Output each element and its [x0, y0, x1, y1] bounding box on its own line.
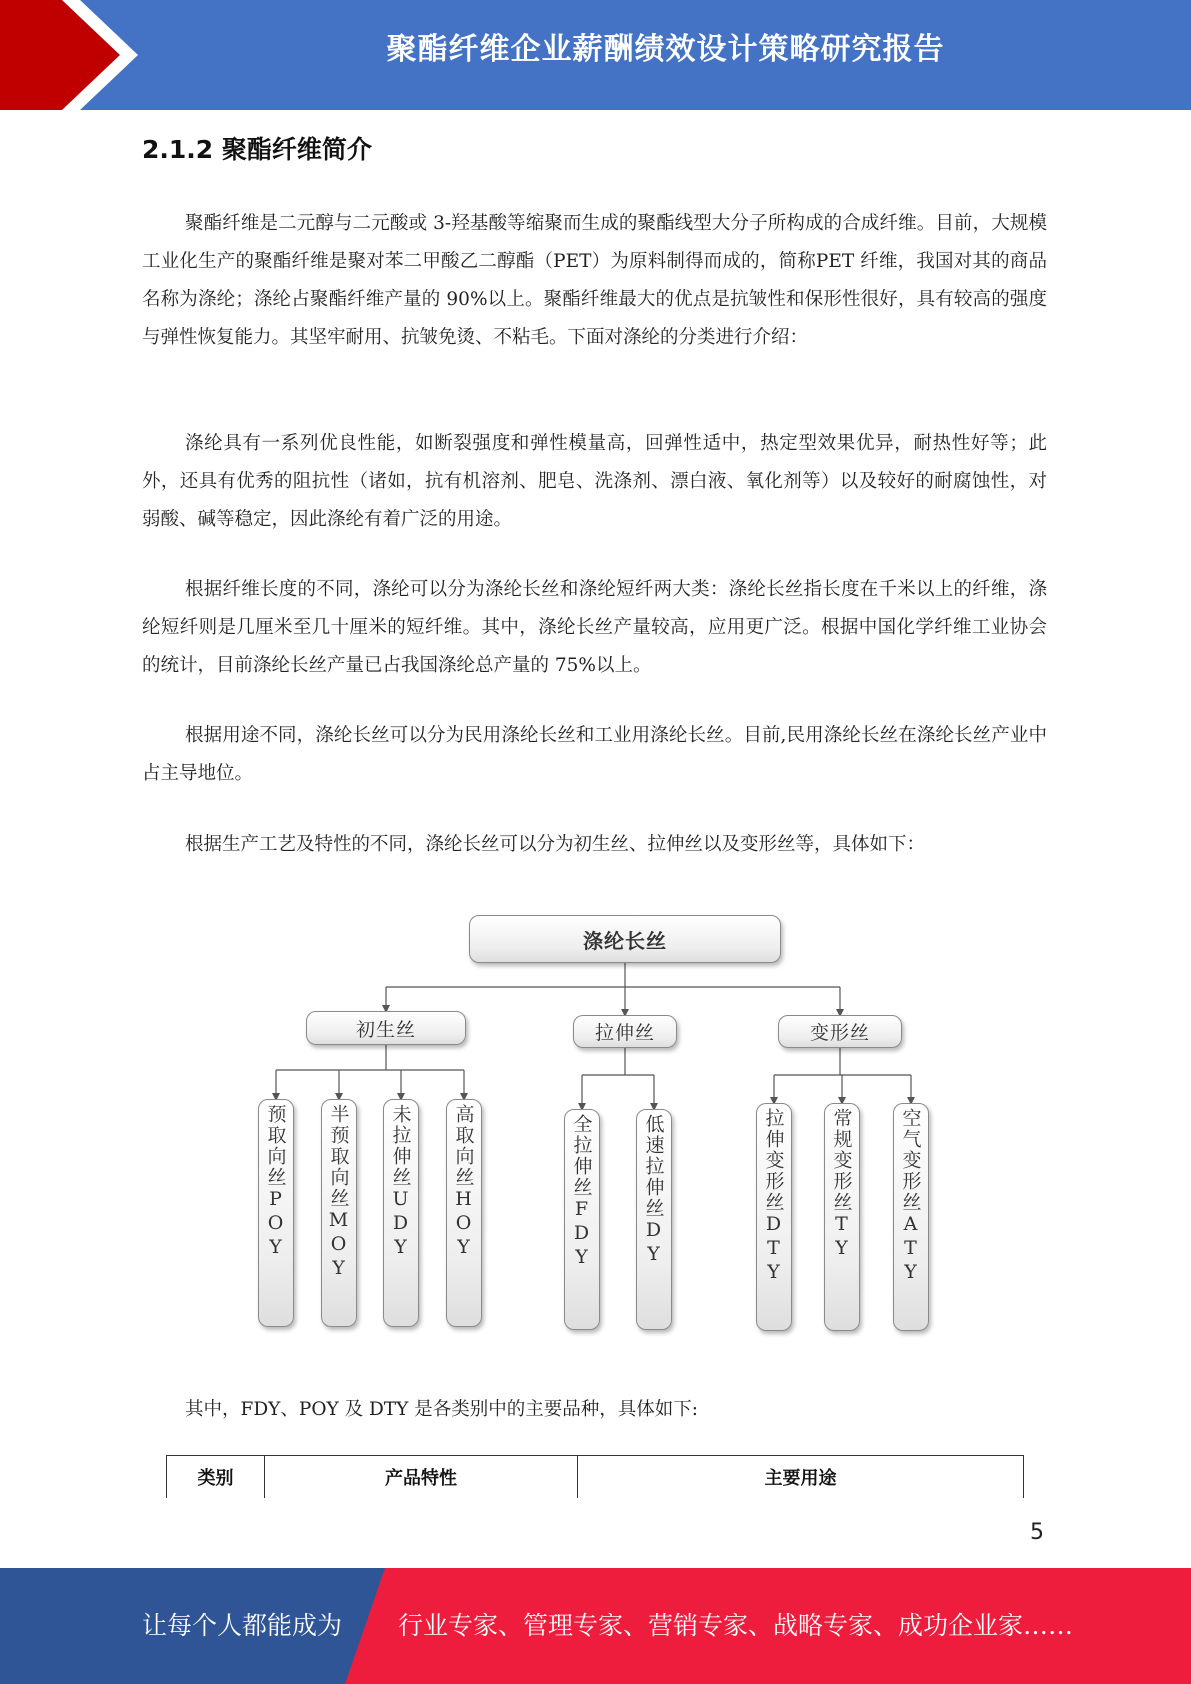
- page-footer: [0, 1568, 1191, 1684]
- paragraph-properties: 涤纶具有一系列优良性能，如断裂强度和弹性模量高，回弹性适中，热定型效果优异，耐热性好等；此外，还具有优秀的阻抗性（诸如，抗有机溶剂、肥皂、洗涤剂、漂白液、氧化剂等）以及较好的耐腐蚀性，对弱酸、碱等稳定，因此涤纶有着广泛的用途。: [142, 433, 1047, 530]
- section-heading: 2.1.2 聚酯纤维简介: [142, 135, 372, 164]
- footer-slogan-right: 行业专家、管理专家、营销专家、战略专家、成功企业家……: [398, 1611, 1074, 1640]
- paragraph-usage-classes: 根据用途不同，涤纶长丝可以分为民用涤纶长丝和工业用涤纶长丝。目前,民用涤纶长丝在涤纶长丝产业中占主导地位。: [142, 725, 1047, 784]
- diagram-group-node: 拉伸丝: [573, 1015, 677, 1048]
- paragraph-length-classes: 根据纤维长度的不同，涤纶可以分为涤纶长丝和涤纶短纤两大类：涤纶长丝指长度在千米以上的纤维，涤纶短纤则是几厘米至几十厘米的短纤维。其中，涤纶长丝产量较高，应用更广泛。根据中国化学纤维工业协会的统计，目前涤纶长丝产量已占我国涤纶总产量的 75%以上。: [142, 579, 1047, 676]
- diagram-group-node: 变形丝: [778, 1015, 902, 1048]
- diagram-leaf-node: 空气变形丝ATY: [893, 1103, 929, 1331]
- table-header-cell: 主要用途: [578, 1456, 1024, 1499]
- report-title: 聚酯纤维企业薪酬绩效设计策略研究报告: [386, 32, 945, 67]
- diagram-leaf-node: 常规变形丝TY: [824, 1103, 860, 1331]
- table-header-row: [167, 1456, 1024, 1499]
- diagram-leaf-node: 低速拉伸丝DY: [636, 1109, 672, 1330]
- footer-slogan-left: 让每个人都能成为: [142, 1611, 343, 1640]
- arrow-logo-icon: [0, 0, 150, 110]
- diagram-leaf-node: 高取向丝HOY: [446, 1099, 482, 1327]
- diagram-leaf-node: 拉伸变形丝DTY: [756, 1103, 792, 1331]
- paragraph-process-classes: 根据生产工艺及特性的不同，涤纶长丝可以分为初生丝、拉伸丝以及变形丝等，具体如下：: [185, 834, 926, 855]
- diagram-group-node: 初生丝: [306, 1011, 466, 1045]
- paragraph-intro: 聚酯纤维是二元醇与二元酸或 3-羟基酸等缩聚而生成的聚酯线型大分子所构成的合成纤维。目前，大规模工业化生产的聚酯纤维是聚对苯二甲酸乙二醇酯（PET）为原料制得而成的，简称PET 纤维，我国对其的商品名称为涤纶；涤纶占聚酯纤维产量的 90%以上。聚酯纤维最大的优点是抗皱性和保形性很好，具有较高的强度与弹性恢复能力。其坚牢耐用、抗皱免烫、不粘毛。下面对涤纶的分类进行介绍：: [142, 213, 1047, 348]
- page-header: [0, 0, 1191, 110]
- diagram-leaf-node: 预取向丝POY: [258, 1099, 294, 1327]
- table-header-cell: 产品特性: [265, 1456, 578, 1499]
- page-number: 5: [1030, 1520, 1044, 1545]
- table-header-cell: 类别: [167, 1456, 265, 1499]
- classification-diagram: [240, 905, 940, 1345]
- product-table: [166, 1455, 1024, 1498]
- diagram-root-node: 涤纶长丝: [469, 915, 781, 963]
- diagram-leaf-node: 半预取向丝MOY: [321, 1099, 357, 1327]
- diagram-leaf-node: 全拉伸丝FDY: [564, 1109, 600, 1330]
- diagram-leaf-node: 未拉伸丝UDY: [383, 1099, 419, 1327]
- paragraph-main-varieties: 其中，FDY、POY 及 DTY 是各类别中的主要品种，具体如下:: [185, 1399, 698, 1420]
